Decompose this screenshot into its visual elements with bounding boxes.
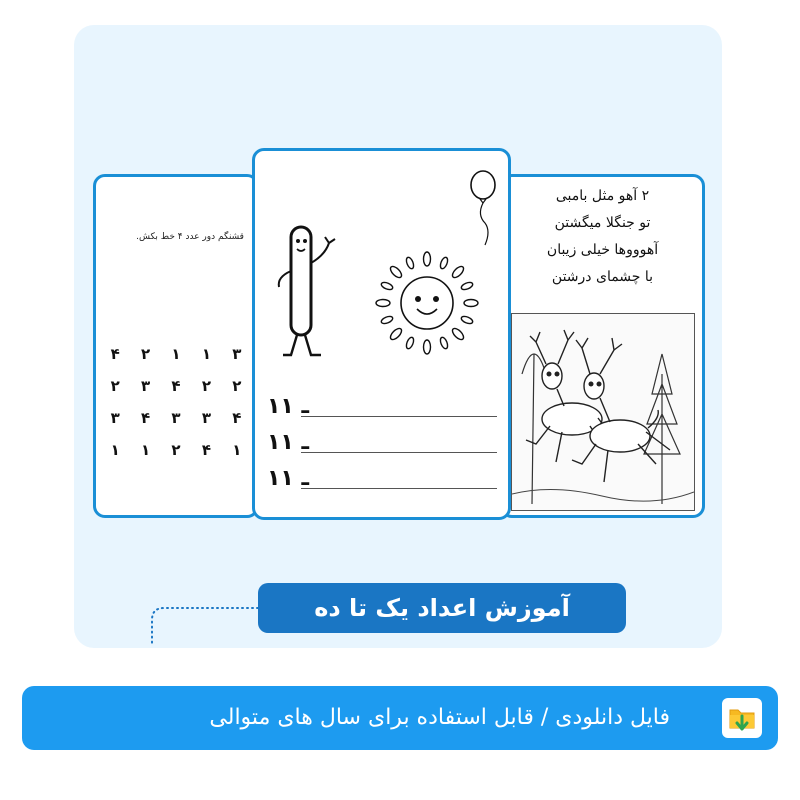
grid-cell: ۳ bbox=[201, 409, 211, 427]
grid-cell: ۲ bbox=[110, 377, 120, 395]
product-title: آموزش اعداد یک تا ده bbox=[258, 583, 626, 633]
grid-cell: ۴ bbox=[141, 409, 151, 427]
trace-digits: ۱۱ ـ bbox=[267, 394, 310, 419]
balloon-icon bbox=[467, 169, 499, 249]
grid-cell: ۴ bbox=[201, 441, 211, 459]
grid-cell: ۲ bbox=[201, 377, 211, 395]
poem-line: ۲ آهو مثل بامبی bbox=[555, 188, 650, 204]
deer-drawing-icon bbox=[512, 314, 694, 510]
number-one-character-icon bbox=[271, 221, 341, 361]
grid-cell: ۲ bbox=[141, 345, 151, 363]
grid-cell: ۱ bbox=[201, 345, 211, 363]
grid-cell: ۳ bbox=[141, 377, 151, 395]
poem-line: آهوووها خیلی زیبان bbox=[546, 242, 659, 258]
worksheet-instruction: قشنگم دور عدد ۴ خط بکش. bbox=[136, 232, 244, 242]
trace-line bbox=[301, 488, 497, 489]
grid-cell: ۱ bbox=[232, 441, 242, 459]
grid-cell: ۳ bbox=[110, 409, 120, 427]
worksheet-card-center bbox=[252, 148, 511, 520]
footer-text: فایل دانلودی / قابل استفاده برای سال های متوالی bbox=[209, 705, 670, 730]
trace-digits: ۱۱ ـ bbox=[267, 430, 310, 455]
worksheet-card-left bbox=[93, 174, 259, 518]
number-grid bbox=[100, 345, 252, 459]
trace-line bbox=[301, 452, 497, 453]
grid-cell: ۴ bbox=[171, 377, 181, 395]
trace-row bbox=[265, 427, 497, 457]
poem bbox=[509, 183, 696, 291]
grid-cell: ۳ bbox=[232, 345, 242, 363]
sun-icon bbox=[371, 247, 483, 359]
grid-cell: ۲ bbox=[232, 377, 242, 395]
trace-row bbox=[265, 463, 497, 493]
grid-cell: ۳ bbox=[171, 409, 181, 427]
grid-cell: ۱ bbox=[171, 345, 181, 363]
trace-row bbox=[265, 391, 497, 421]
grid-cell: ۱ bbox=[110, 441, 120, 459]
trace-line bbox=[301, 416, 497, 417]
grid-cell: ۴ bbox=[110, 345, 120, 363]
trace-digits: ۱۱ ـ bbox=[267, 466, 310, 491]
dotted-connector bbox=[150, 606, 258, 646]
deer-illustration bbox=[511, 313, 695, 511]
grid-cell: ۱ bbox=[141, 441, 151, 459]
worksheet-card-right bbox=[500, 174, 705, 518]
grid-cell: ۲ bbox=[171, 441, 181, 459]
folder-download-icon bbox=[722, 698, 762, 738]
grid-cell: ۴ bbox=[232, 409, 242, 427]
footer-bar bbox=[22, 686, 778, 750]
poem-line: تو جنگلا میگشتن bbox=[554, 215, 651, 231]
poem-line: با چشمای درشتن bbox=[551, 269, 654, 285]
